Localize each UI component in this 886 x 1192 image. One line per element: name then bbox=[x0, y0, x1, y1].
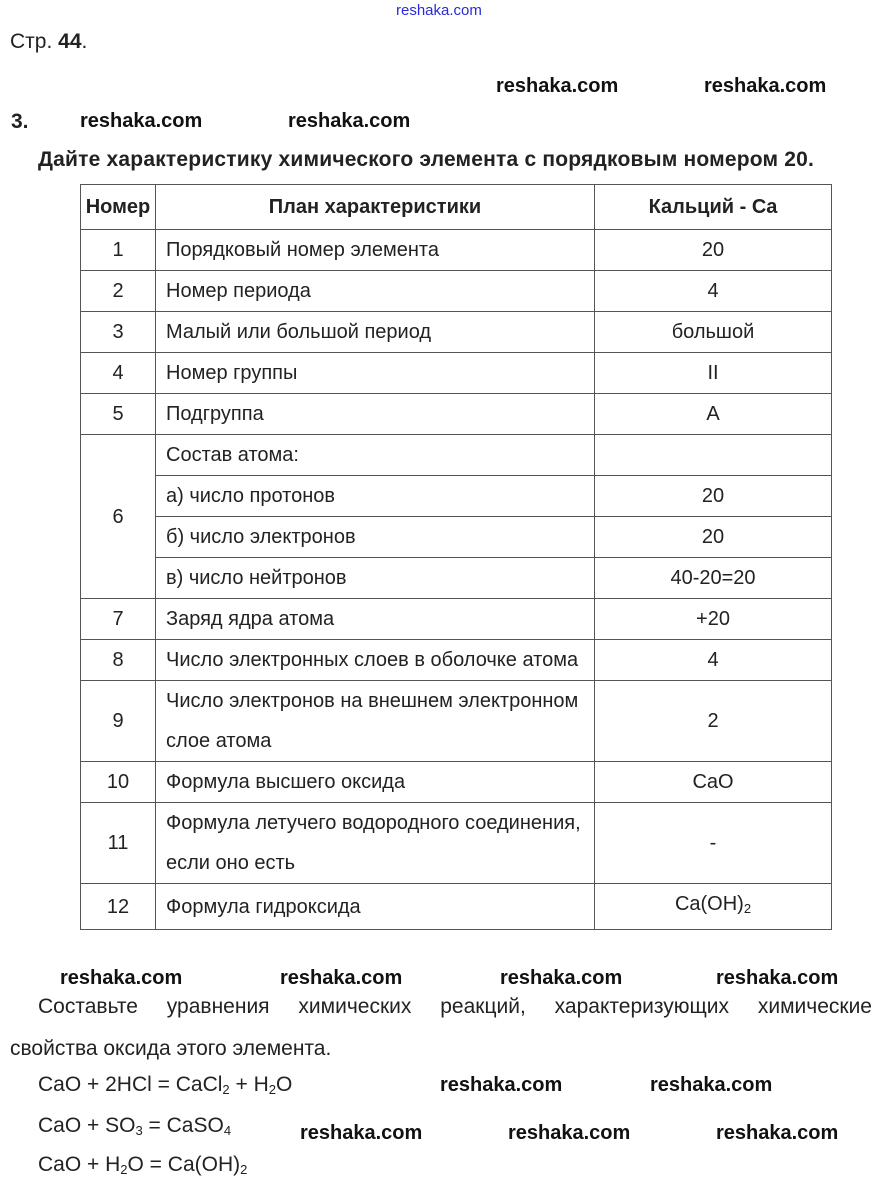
table-row: 2 Номер периода 4 bbox=[81, 271, 832, 312]
watermark: reshaka.com bbox=[716, 1122, 839, 1144]
watermark: reshaka.com bbox=[716, 967, 839, 989]
table-row: 11 Формула летучего водородного соединения, если оно есть - bbox=[81, 803, 832, 884]
table-subrow: в) число нейтронов 40-20=20 bbox=[81, 558, 832, 599]
header-number: Номер bbox=[81, 185, 156, 230]
table-row: 6 Состав атома: bbox=[81, 435, 832, 476]
watermark: reshaka.com bbox=[500, 967, 623, 989]
watermark: reshaka.com bbox=[440, 1074, 563, 1096]
table-row: 10 Формула высшего оксида CaO bbox=[81, 762, 832, 803]
page-number: Стр. 44. bbox=[10, 30, 88, 53]
table-subrow: а) число протонов 20 bbox=[81, 476, 832, 517]
task-title: Дайте характеристику химического элемента с порядковым номером 20. bbox=[38, 148, 815, 171]
table-row: 4 Номер группы II bbox=[81, 353, 832, 394]
table-subrow: б) число электронов 20 bbox=[81, 517, 832, 558]
table-row: 8 Число электронных слоев в оболочке атома 4 bbox=[81, 640, 832, 681]
watermark: reshaka.com bbox=[80, 110, 203, 132]
watermark: reshaka.com bbox=[496, 75, 619, 97]
watermark: reshaka.com bbox=[650, 1074, 773, 1096]
table-header-row bbox=[81, 185, 832, 230]
header-plan: План характеристики bbox=[156, 185, 595, 230]
table-row: 5 Подгруппа A bbox=[81, 394, 832, 435]
equation: CaO + $H_2O = Ca(OH)_2$ bbox=[38, 1153, 248, 1177]
table-row: 12 Формула гидроксида $Ca(OH)_2$ bbox=[81, 884, 832, 930]
task-number: 3. bbox=[11, 110, 29, 133]
characteristics-table bbox=[80, 184, 832, 930]
table-row: 3 Малый или большой период большой bbox=[81, 312, 832, 353]
watermark: reshaka.com bbox=[60, 967, 183, 989]
site-header-link[interactable]: reshaka.com bbox=[396, 2, 482, 19]
table-row: 9 Число электронов на внешнем электронном слое атома 2 bbox=[81, 681, 832, 762]
equation: CaO + 2HCl = CaCl$_2$ + $H_2O$ bbox=[38, 1073, 293, 1097]
table-row: 1 Порядковый номер элемента 20 bbox=[81, 230, 832, 271]
watermark: reshaka.com bbox=[704, 75, 827, 97]
header-value: Кальций - Ca bbox=[595, 185, 832, 230]
watermark: reshaka.com bbox=[300, 1122, 423, 1144]
watermark: reshaka.com bbox=[280, 967, 403, 989]
watermark: reshaka.com bbox=[508, 1122, 631, 1144]
question-line-1: Составьте уравнения химических реакций, характеризующих химические bbox=[38, 995, 872, 1018]
table-row: 7 Заряд ядра атома +20 bbox=[81, 599, 832, 640]
equation: CaO + $SO_3$ = CaSO$_4$ bbox=[38, 1114, 232, 1138]
watermark: reshaka.com bbox=[288, 110, 411, 132]
question-line-2: свойства оксида этого элемента. bbox=[10, 1037, 332, 1060]
